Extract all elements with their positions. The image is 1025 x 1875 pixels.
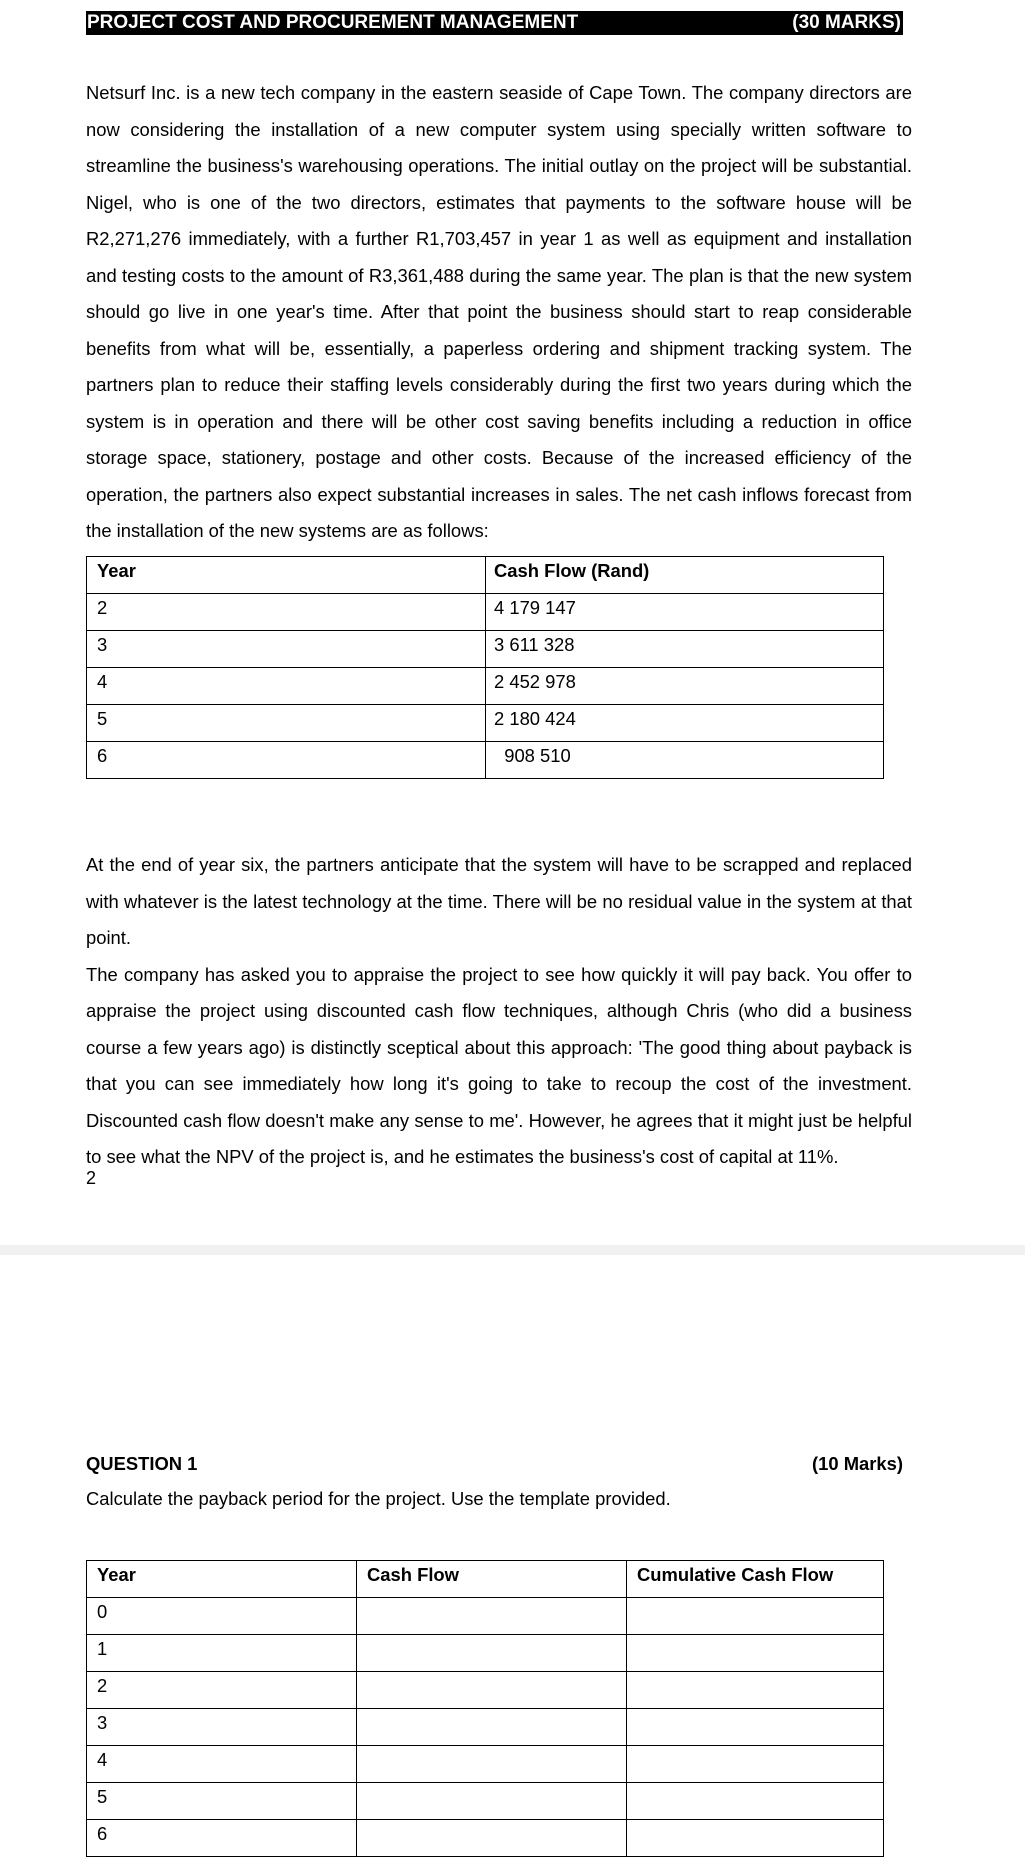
appraisal-paragraph: The company has asked you to appraise the project to see how quickly it will pay back. You offer to appraise the project using discounted cash flow techniques, although Chris (who did a business course a few years ago) is distinctly sceptical about this approach: 'The good thing about payback is that you can see immediately how long it's going to take to recoup the cost of the investment. Discounted cash flow doesn't make any sense to me'. However, he agrees that it might just be helpful to see what the NPV of the project is, and he estimates the business's cost of capital at 11%. [86,963,912,1167]
cash-flow-cell: 3 611 328 [486,631,884,668]
year-cell: 2 [87,1672,357,1709]
cash-flow-input-cell[interactable] [357,1598,627,1635]
column-header-cash-flow: Cash Flow [357,1561,627,1598]
column-header-cash-flow: Cash Flow (Rand) [486,557,884,594]
year-cell: 6 [87,742,486,779]
cash-flow-cell: 2 180 424 [486,705,884,742]
year-cell: 5 [87,705,486,742]
table-row [87,1598,884,1635]
page-number: 2 [86,1168,97,1188]
table-row [87,594,884,631]
cash-flow-input-cell[interactable] [357,1783,627,1820]
table-row [87,742,884,779]
table-row [87,631,884,668]
cash-flow-input-cell[interactable] [357,1672,627,1709]
question-marks: (10 Marks) [812,1453,903,1474]
cash-flow-cell: 908 510 [486,742,884,779]
section-title: PROJECT COST AND PROCUREMENT MANAGEMENT [87,12,579,33]
year-cell: 1 [87,1635,357,1672]
table-row [87,1709,884,1746]
table-row [87,705,884,742]
scrap-paragraph: At the end of year six, the partners anticipate that the system will have to be scrapped and replaced with whatever is the latest technology at the time. There will be no residual value in the system at that point. [86,854,912,948]
table-row [87,1820,884,1857]
column-header-year: Year [87,1561,357,1598]
year-cell: 5 [87,1783,357,1820]
table-row [87,1635,884,1672]
table-row [87,1672,884,1709]
cash-flow-cell: 2 452 978 [486,668,884,705]
cumulative-input-cell[interactable] [627,1635,884,1672]
cash-flow-cell: 4 179 147 [486,594,884,631]
cumulative-input-cell[interactable] [627,1820,884,1857]
payback-template-table [86,1560,884,1857]
cumulative-input-cell[interactable] [627,1598,884,1635]
after-table-text [86,847,912,1176]
table-row [87,1746,884,1783]
cumulative-input-cell[interactable] [627,1746,884,1783]
year-cell: 4 [87,1746,357,1783]
section-title-bar [86,11,903,35]
year-cell: 6 [87,1820,357,1857]
column-header-cumulative-cash-flow: Cumulative Cash Flow [627,1561,884,1598]
question-instruction: Calculate the payback period for the project. Use the template provided. [86,1488,671,1509]
cumulative-input-cell[interactable] [627,1783,884,1820]
cumulative-input-cell[interactable] [627,1672,884,1709]
question-title: QUESTION 1 [86,1453,198,1474]
cash-flow-input-cell[interactable] [357,1820,627,1857]
table-header-row [87,1561,884,1598]
cumulative-input-cell[interactable] [627,1709,884,1746]
table-row [87,668,884,705]
table-row [87,1783,884,1820]
cash-flow-input-cell[interactable] [357,1709,627,1746]
table-header-row [87,557,884,594]
year-cell: 3 [87,631,486,668]
year-cell: 2 [87,594,486,631]
year-cell: 0 [87,1598,357,1635]
intro-paragraph: Netsurf Inc. is a new tech company in the eastern seaside of Cape Town. The company directors are now considering the installation of a new computer system using specially written software to streamline the business's warehousing operations. The initial outlay on the project will be substantial. Nigel, who is one of the two directors, estimates that payments to the software house will be R2,271,276 immediately, with a further R1,703,457 in year 1 as well as equipment and installation and testing costs to the amount of R3,361,488 during the same year. The plan is that the new system should go live in one year's time. After that point the business should start to reap considerable benefits from what will be, essentially, a paperless ordering and shipment tracking system. The partners plan to reduce their staffing levels considerably during the first two years during which the system is in operation and there will be other cost saving benefits including a reduction in office storage space, stationery, postage and other costs. Because of the increased efficiency of the operation, the partners also expect substantial increases in sales. The net cash inflows forecast from the installation of the new systems are as follows: [86,82,912,541]
section-marks: (30 MARKS) [792,12,901,33]
cash-flow-input-cell[interactable] [357,1746,627,1783]
column-header-year: Year [87,557,486,594]
page-separator [0,1245,1025,1255]
year-cell: 4 [87,668,486,705]
cash-flow-table [86,556,884,779]
year-cell: 3 [87,1709,357,1746]
cash-flow-input-cell[interactable] [357,1635,627,1672]
